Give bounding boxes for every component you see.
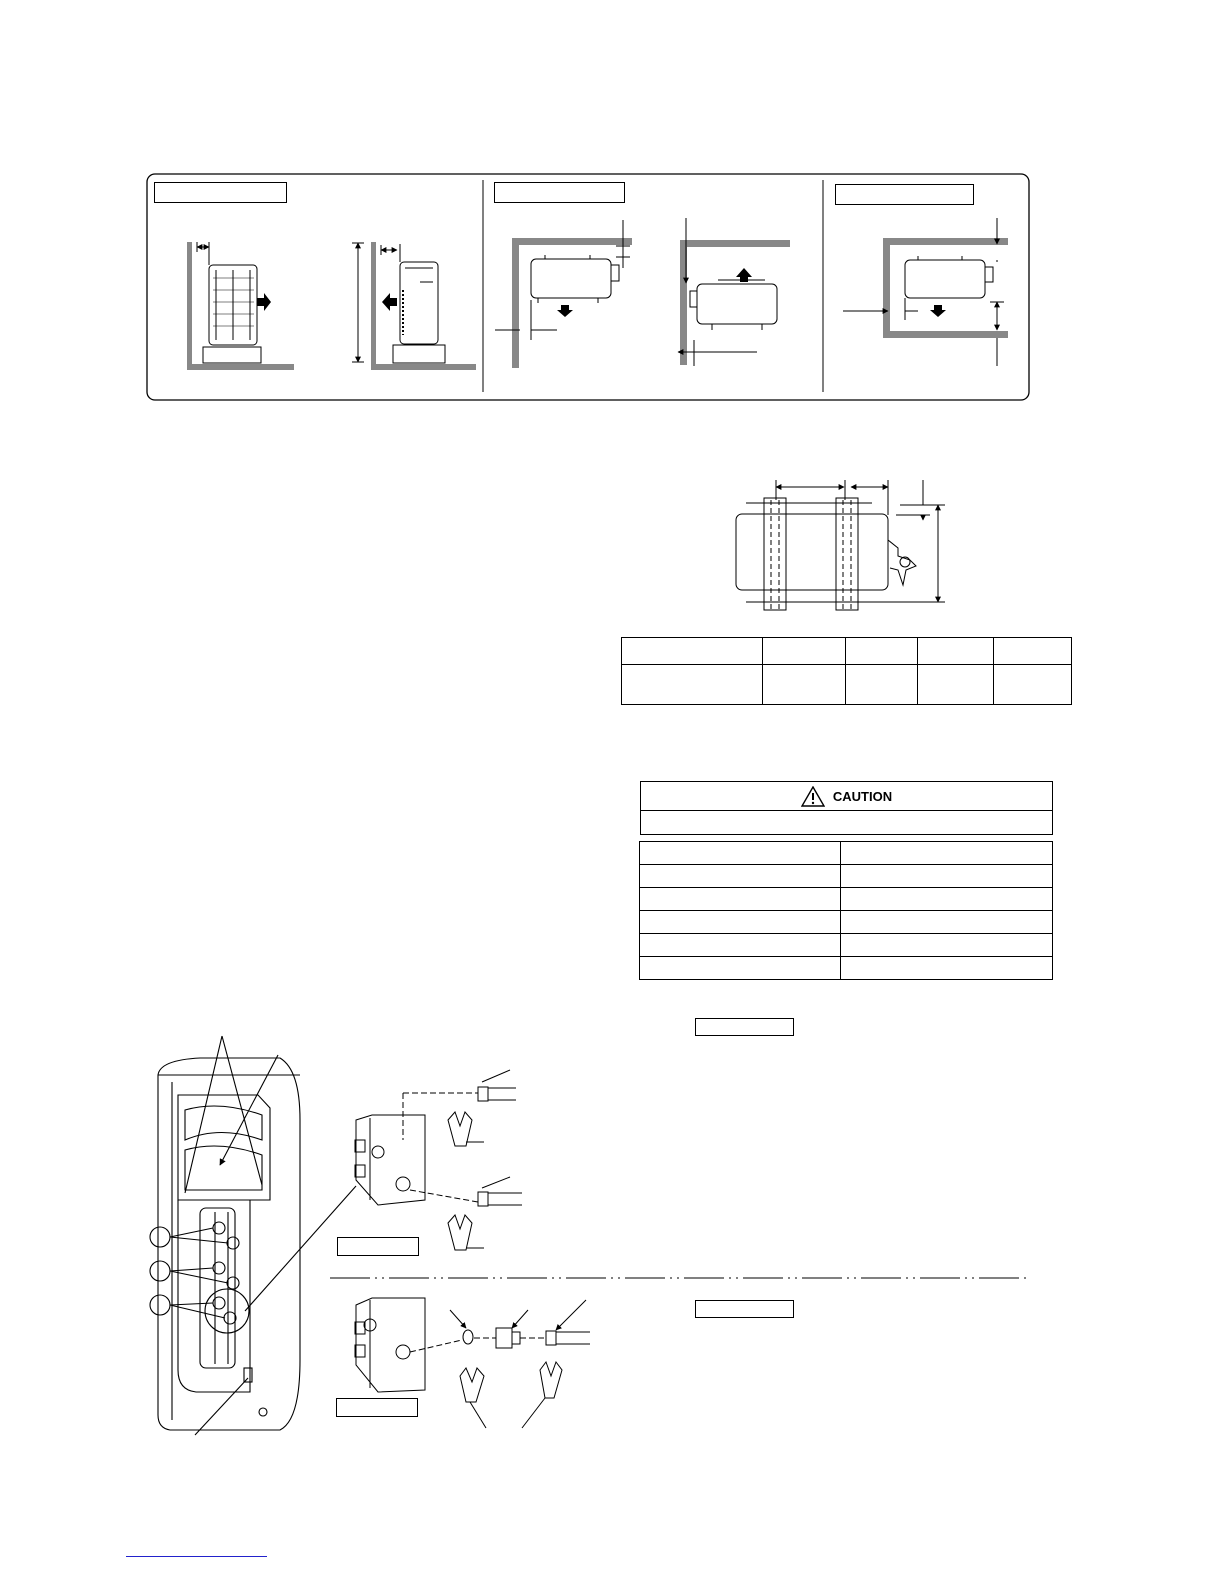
top-view-3	[843, 218, 1008, 366]
table-cell	[640, 934, 841, 957]
table-cell	[640, 865, 841, 888]
piping-label-left-2	[336, 1398, 418, 1417]
dimension-table	[621, 637, 1072, 705]
table-cell	[846, 638, 918, 665]
footprint-drawing	[736, 480, 945, 610]
clearance-label-2	[494, 182, 625, 203]
caution-header	[640, 781, 1053, 811]
table-cell	[640, 911, 841, 934]
footer-link[interactable]	[126, 1556, 267, 1557]
table-row	[640, 934, 1053, 957]
table-row	[640, 911, 1053, 934]
table-cell	[640, 957, 841, 980]
top-view-2	[678, 218, 790, 366]
table-row	[640, 957, 1053, 980]
warning-triangle-icon	[801, 786, 825, 807]
side-view-1	[187, 242, 294, 370]
caution-title: CAUTION	[832, 788, 893, 804]
piping-label-left-1	[337, 1237, 419, 1256]
table-cell	[994, 665, 1072, 705]
table-row	[640, 842, 1053, 865]
outdoor-unit-drawing	[150, 1036, 356, 1435]
clearance-label-3	[835, 184, 974, 205]
table-cell	[640, 888, 841, 911]
piping-detail-upper	[355, 1070, 522, 1250]
table-cell	[763, 638, 846, 665]
table-cell	[841, 934, 1053, 957]
table-cell	[841, 888, 1053, 911]
table-cell	[841, 911, 1053, 934]
side-view-2	[352, 242, 476, 370]
table-cell	[763, 665, 846, 705]
table-cell	[841, 957, 1053, 980]
piping-label-right-2	[695, 1300, 794, 1318]
dimension-table-header	[622, 638, 1072, 665]
table-cell	[918, 638, 994, 665]
caution-table	[639, 841, 1053, 980]
table-cell	[841, 842, 1053, 865]
piping-label-top	[695, 1018, 794, 1036]
table-cell	[994, 638, 1072, 665]
caution-subtitle	[640, 811, 1053, 835]
table-row	[640, 888, 1053, 911]
table-cell	[622, 638, 763, 665]
table-cell	[640, 842, 841, 865]
top-view-1	[495, 220, 632, 368]
table-cell	[846, 665, 918, 705]
clearance-label-1	[154, 182, 287, 203]
table-cell	[622, 665, 763, 705]
table-row	[640, 865, 1053, 888]
table-cell	[841, 865, 1053, 888]
table-cell	[918, 665, 994, 705]
dimension-table-row	[622, 665, 1072, 705]
